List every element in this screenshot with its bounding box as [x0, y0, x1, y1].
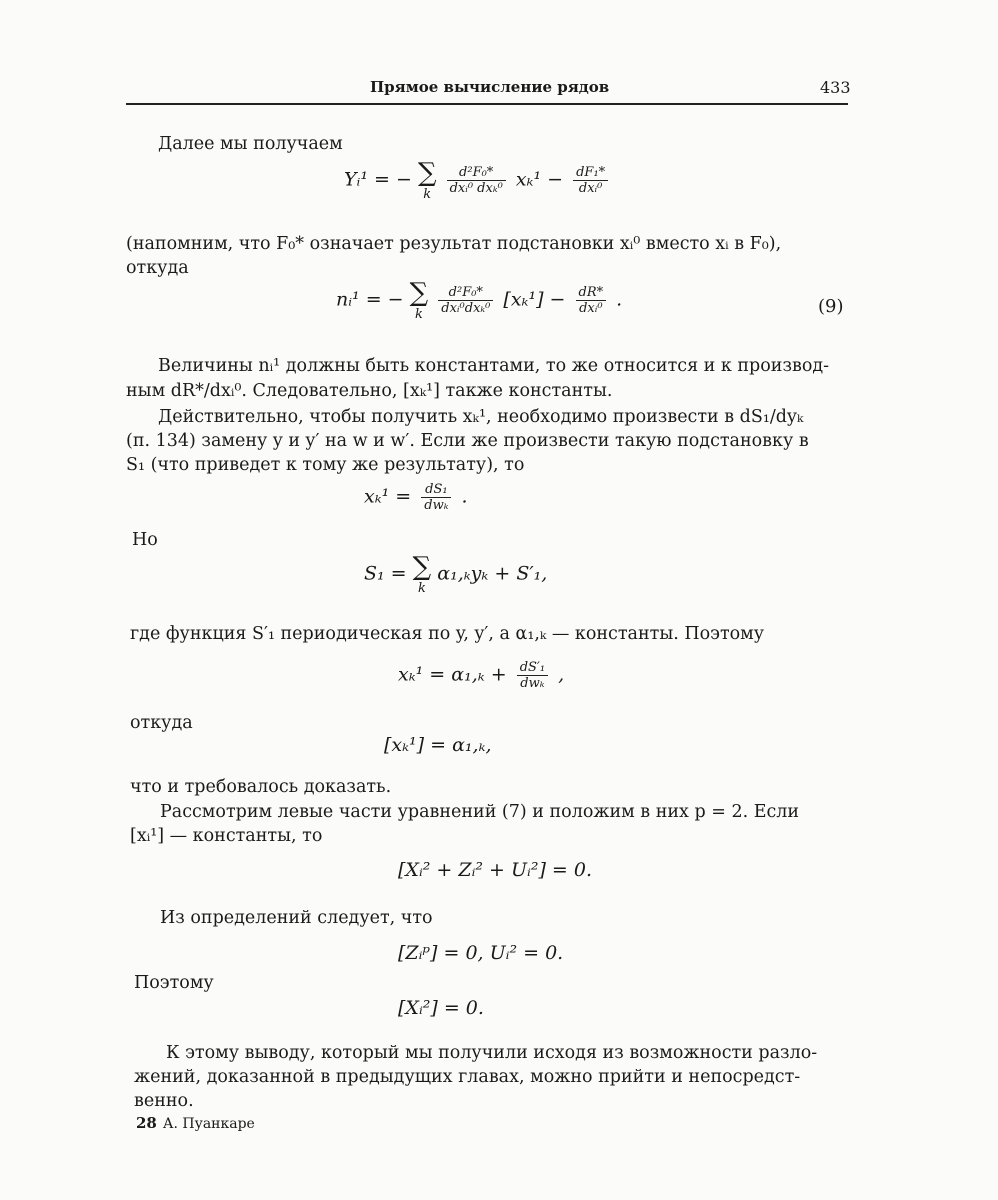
equation-x-k-alpha [398, 660, 564, 691]
footer-signature [136, 1114, 255, 1132]
paragraph-3a: Величины nᵢ¹ должны быть константами, то же относится и к производ- [158, 356, 830, 376]
paragraph-2a: (напомним, что F₀* означает результат подстановки xᵢ⁰ вместо xᵢ в F₀), [126, 234, 782, 254]
equation-sum-squares: [Xᵢ² + Zᵢ² + Uᵢ²] = 0. [398, 859, 593, 881]
eq1-mid: xₖ¹ − [515, 168, 564, 191]
paragraph-12b: жений, доказанной в предыдущих главах, можно прийти и непосредст- [134, 1067, 801, 1087]
signature-number: 28 [136, 1114, 157, 1132]
eq2-mid: [xₖ¹] − [503, 288, 566, 311]
signature-text: А. Пуанкаре [162, 1116, 255, 1132]
sum-symbol: ∑ k [417, 158, 437, 202]
eq5-fraction: $\frac{\text{dS′₁}}{\text{dwₖ}}$ [517, 660, 548, 691]
eq2-lhs: nᵢ¹ = − [336, 288, 404, 311]
paragraph-2b: откуда [126, 258, 189, 278]
paragraph-9a: Рассмотрим левые части уравнений (7) и положим в них p = 2. Если [160, 802, 800, 822]
eq1-fraction-1: $\frac{\text{d²F₀*}}{\text{dxᵢ⁰ dxₖ⁰}}$ [447, 165, 506, 196]
running-header-title: Прямое вычисление рядов [370, 78, 610, 96]
header-rule [126, 103, 848, 105]
eq2-fraction-1: $\frac{\text{d²F₀*}}{\text{dxᵢ⁰dxₖ⁰}}$ [438, 285, 493, 316]
eq4-lhs: S₁ = [364, 562, 407, 585]
paragraph-4c: S₁ (что приведет к тому же результату), то [126, 455, 525, 475]
equation-9 [336, 280, 622, 321]
equation-Z-U: [Zᵢᵖ] = 0, Uᵢ² = 0. [398, 942, 564, 964]
equation-S1 [364, 554, 547, 595]
paragraph-10: Из определений следует, что [160, 908, 433, 928]
equation-bracket-x: [xₖ¹] = α₁,ₖ, [384, 734, 492, 756]
paragraph-5: Но [132, 530, 158, 550]
paragraph-7: откуда [130, 713, 193, 733]
eq5-lhs: xₖ¹ = α₁,ₖ + [398, 663, 507, 686]
paragraph-9b: [xᵢ¹] — константы, то [130, 826, 323, 846]
equation-number: (9) [818, 296, 844, 317]
paragraph-12a: К этому выводу, который мы получили исходя из возможности разло- [166, 1043, 818, 1063]
eq3-fraction: $\frac{\text{dS₁}}{\text{dwₖ}}$ [421, 482, 451, 513]
eq5-comma: , [558, 663, 565, 686]
paragraph-4b: (п. 134) замену y и y′ на w и w′. Если же произвести такую подстановку в [126, 431, 809, 451]
eq3-lhs: xₖ¹ = [364, 485, 412, 508]
eq4-rhs: α₁,ₖyₖ + S′₁, [437, 562, 548, 585]
eq2-fraction-2: $\frac{dR*}{\text{dxᵢ⁰}}$ [576, 285, 607, 316]
sum-symbol: ∑ k [409, 278, 429, 322]
equation-Y [344, 160, 612, 201]
eq2-period: . [616, 288, 623, 311]
eq3-period: . [461, 485, 468, 508]
equation-x-k [364, 482, 468, 513]
sum-symbol: ∑ k [412, 552, 432, 596]
paragraph-12c: венно. [134, 1091, 194, 1111]
paragraph-3b: ным dR*/dxᵢ⁰. Следовательно, [xₖ¹] также константы. [126, 381, 613, 401]
paragraph-11: Поэтому [134, 973, 214, 993]
paragraph-8: что и требовалось доказать. [130, 777, 392, 797]
paragraph-4a: Действительно, чтобы получить xₖ¹, необходимо произвести в dS₁/dyₖ [158, 407, 804, 427]
paragraph-1: Далее мы получаем [158, 134, 343, 154]
paragraph-6: где функция S′₁ периодическая по y, y′, а α₁,ₖ — константы. Поэтому [130, 624, 765, 644]
eq1-lhs: Yᵢ¹ = − [344, 168, 412, 191]
equation-X: [Xᵢ²] = 0. [398, 997, 484, 1019]
eq1-fraction-2: $\frac{\text{dF₁*}}{\text{dxᵢ⁰}}$ [573, 165, 608, 196]
page-number: 433 [820, 78, 851, 97]
